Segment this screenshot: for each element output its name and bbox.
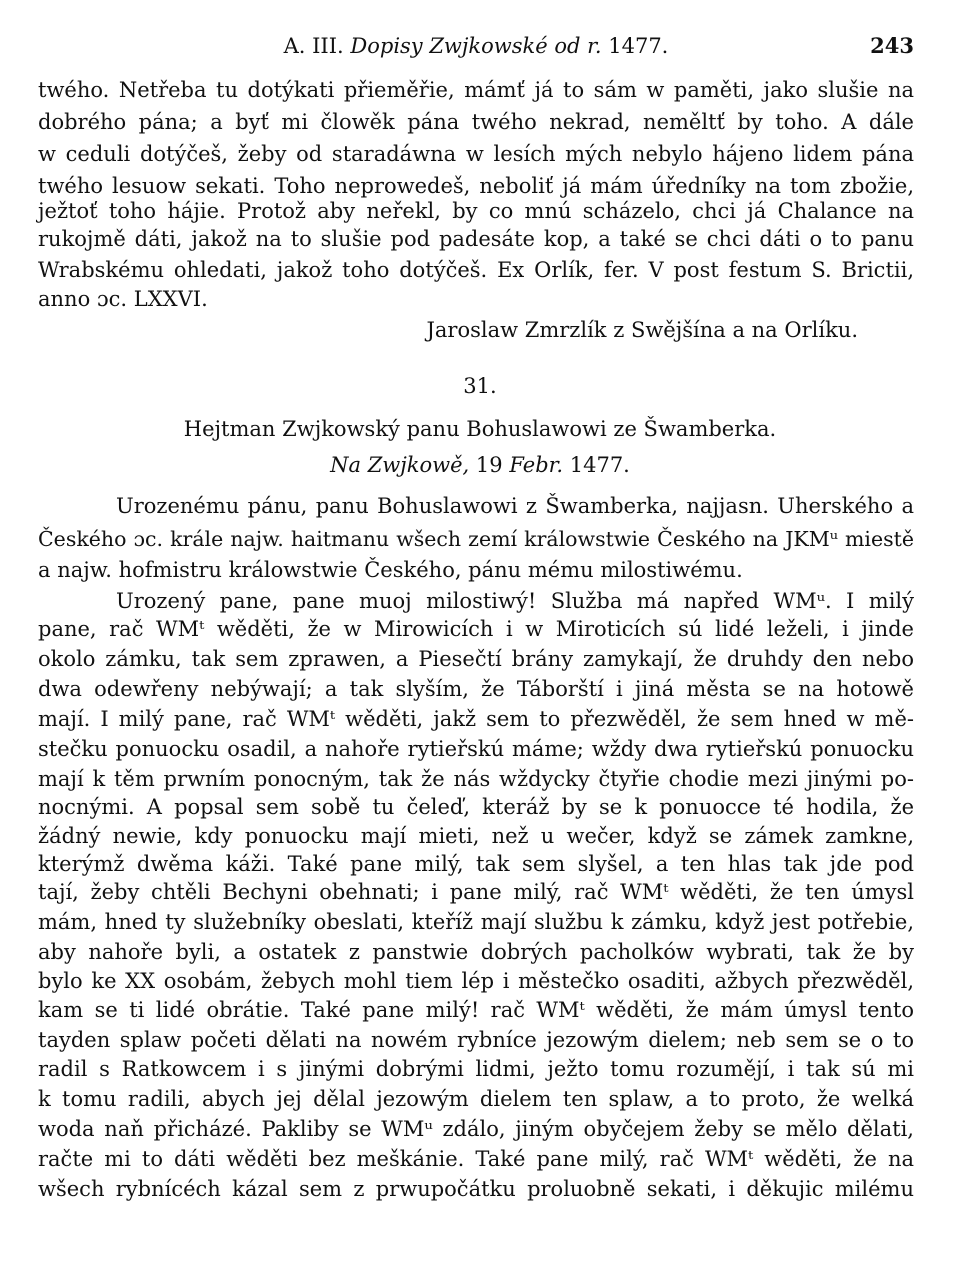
body-line: bylo ke XX osobám, žebych mohl tiem lép i městečko osaditi, ažbych přezwěděl, (38, 969, 914, 993)
letter-year: 1477. (569, 453, 630, 477)
body-line: žádný newie, kdy ponuocku mají mieti, než u wečer, když se zámek zamkne, (38, 824, 914, 848)
body-line: woda naň přicházé. Pakliby se WMᵘ zdálo, jiným obyčejem žeby se mělo dělati, (38, 1117, 914, 1141)
running-year: 1477. (608, 34, 669, 58)
page-number: 243 (870, 33, 914, 58)
body-line: Urozený pane, pane muoj milostiwý! Služba má napřed WMᵘ. I milý (116, 589, 914, 613)
running-collection-title: Dopisy Zwjkowské od r. (350, 34, 602, 58)
body-line: kam se ti lidé obrátie. Také pane milý! rač WMᵗ wěděti, že mám úmysl tento (38, 998, 914, 1022)
body-line: kterýmž dwěma káži. Také pane milý, tak sem slyšel, a ten hlas tak jde pod (38, 852, 914, 876)
letter-number: 31. (463, 374, 497, 398)
body-line: mají k těm prwním ponocným, tak že nás wždycky čtyřie chodie mezi jinými po- (38, 767, 914, 791)
address-line: Urozenému pánu, panu Bohuslawowi z Šwamberka, najjasn. Uherského a (116, 494, 914, 518)
body-line: radil s Ratkowcem i s jinými dobrými lidmi, ježto tomu rozumějí, i tak sú mi (38, 1057, 914, 1081)
text-line: rukojmě dáti, jakož na to slušie pod padesáte kop, a také se chci dáti o to panu (38, 227, 914, 251)
letter-place: Na Zwjkowě, (330, 453, 470, 477)
body-line: nocnými. A popsal sem sobě tu čeleď, kteráž by se k ponuocce té hodila, že (38, 795, 914, 819)
address-line: a najw. hofmistru králowstwie Českého, pánu mému milostiwému. (38, 558, 743, 582)
text-line: dobrého pána; a byť mi člowěk pána twého nekrad, neměltť by toho. A dále (38, 110, 914, 134)
text-line: w ceduli dotýčeš, žeby od staradáwna w lesích mých nebylo hájeno lidem pána (38, 142, 914, 166)
body-line: mají. I milý pane, rač WMᵗ wěděti, jakž sem to přezwěděl, že sem hned w mě- (38, 707, 914, 731)
body-line: aby nahoře byli, a ostatek z panstwie dobrých pacholków wybrati, tak že by (38, 940, 914, 964)
body-line: mám, hned ty služebníky obeslati, kteříž mají službu k zámku, když jest potřebie, (38, 910, 914, 934)
running-section: A. III. (283, 34, 344, 58)
body-line: okolo zámku, tak sem zprawen, a Piesečtí brány zamykají, že druhdy den nebo (38, 647, 914, 671)
body-line: k tomu radili, abych jej dělal jezowým dielem ten splaw, a to proto, že welká (38, 1087, 914, 1111)
text-line: twého lesuow sekati. Toho neprowedeš, neboliť já mám úředníky na tom zbožie, (38, 174, 914, 198)
body-line: tayden splaw početi dělati na nowém rybníce jezowým dielem; neb sem se o to (38, 1028, 914, 1052)
running-title (38, 30, 914, 62)
text-line: Wrabskému ohledati, jakož toho dotýčeš. Ex Orlík, fer. V post festum S. Brictii, (38, 258, 914, 282)
body-line: wšech rybnícéch kázal sem z prwupočátku proluobně sekati, i děkujic milému (38, 1177, 914, 1201)
body-line: pane, rač WMᵗ wěděti, že w Mirowicích i w Miroticích sú lidé leželi, i jinde (38, 617, 914, 641)
address-line: Českého ɔc. krále najw. haitmanu wšech zemí králowstwie Českého na JKMᵘ miestě (38, 527, 914, 551)
body-line: račte mi to dáti wěděti bez meškánie. Také pane milý, rač WMᵗ wěděti, že na (38, 1147, 914, 1171)
letter-title: Hejtman Zwjkowský panu Bohuslawowi ze Šwamberka. (183, 417, 777, 441)
letter-day: 19 (475, 453, 503, 477)
body-line: dwa odewřeny nebýwají; a tak slyším, že Táborští i jiná města se na hotowě (38, 677, 914, 701)
body-line: tají, žeby chtěli Bechyni obehnati; i pane milý, rač WMᵗ wěděti, že ten úmysl (38, 880, 914, 904)
signature: Jaroslaw Zmrzlík z Swějšína a na Orlíku. (426, 318, 858, 342)
body-line: stečku ponuocku osadil, a nahoře rytieřskú máme; wždy dwa rytieřskú ponuocku (38, 737, 914, 761)
text-line: anno ɔc. LXXVI. (38, 287, 208, 311)
text-line: ježtoť toho hájie. Protož aby neřekl, by co mnú scházelo, chci já Chalance na (38, 199, 914, 223)
running-header (38, 30, 914, 62)
letter-date-line (0, 450, 960, 480)
letter-month: Febr. (509, 453, 564, 477)
text-line: twého. Netřeba tu dotýkati přieměřie, mámť já to sám w paměti, jako slušie na (38, 78, 914, 102)
